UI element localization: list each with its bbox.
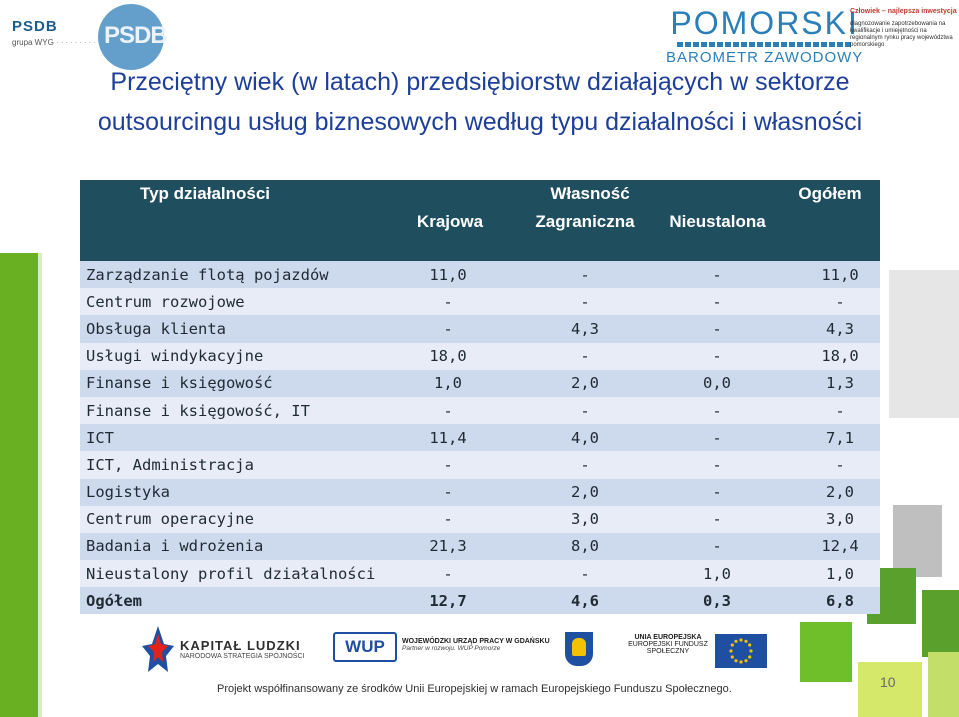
header-total: Ogółem: [798, 184, 862, 203]
data-table: [80, 180, 880, 614]
cell-domestic: 21,3: [429, 537, 467, 556]
psdb-logo-text: PSDB: [12, 18, 58, 35]
header-domestic: Krajowa: [416, 212, 484, 231]
table-row: [80, 451, 880, 478]
footer-logos: [140, 624, 770, 679]
row-label: Badania i wdrożenia: [86, 537, 264, 556]
cell-total: -: [835, 455, 845, 474]
cell-foreign: -: [580, 455, 590, 474]
pomorski-sub: BAROMETR ZAWODOWY: [666, 49, 864, 66]
czlowiek-body: diagnozowanie zapotrzebowania na kwalifikacje i umiejętności na regionalnym rynku pracy województwa pomorskiego: [850, 21, 953, 48]
psdb-logo: [12, 18, 98, 47]
cell-foreign: -: [580, 265, 590, 284]
cell-domestic: 11,4: [429, 428, 467, 447]
decorative-block: [922, 590, 959, 657]
table-row: [80, 560, 880, 587]
cell-undetermined: -: [712, 483, 722, 502]
row-label: Centrum operacyjne: [86, 510, 254, 529]
wup-logo: WUP: [333, 632, 397, 662]
psdb-circle-text: PSDB: [104, 22, 167, 49]
cell-domestic: -: [443, 455, 453, 474]
ue-sub: EUROPEJSKI FUNDUSZ SPOŁECZNY: [628, 641, 708, 655]
cell-total: 3,0: [826, 510, 854, 529]
cell-total: 4,3: [826, 319, 854, 338]
cell-total: 11,0: [821, 265, 859, 284]
cell-undetermined: -: [712, 428, 722, 447]
table-row: [80, 288, 880, 315]
pomorski-title: POMORSKI: [670, 5, 859, 41]
cell-domestic: -: [443, 483, 453, 502]
cell-foreign: -: [580, 292, 590, 311]
pomorski-bar: [677, 42, 853, 47]
wup-sub: Partner w rozwoju. WUP Pomorze: [402, 645, 501, 652]
decorative-block: [928, 652, 959, 717]
cell-foreign: 8,0: [571, 537, 599, 556]
eu-flag-icon: [715, 634, 767, 668]
cell-foreign: 3,0: [571, 510, 599, 529]
row-label: Finanse i księgowość, IT: [86, 401, 310, 420]
wup-title: WOJEWÓDZKI URZĄD PRACY W GDAŃSKU: [402, 638, 550, 645]
table-row: [80, 506, 880, 533]
cell-total: 2,0: [826, 483, 854, 502]
decorative-block: [800, 622, 852, 682]
cell-foreign: 4,0: [571, 428, 599, 447]
table-row: [80, 261, 880, 288]
cell-total: -: [835, 401, 845, 420]
cell-foreign: 4,6: [571, 591, 599, 610]
cell-total: -: [835, 292, 845, 311]
row-label: Ogółem: [86, 591, 142, 610]
row-label: Logistyka: [86, 483, 170, 502]
header-undetermined: Nieustalona: [669, 212, 766, 231]
table-row: [80, 370, 880, 397]
cell-domestic: -: [443, 510, 453, 529]
row-label: Zarządzanie flotą pojazdów: [86, 265, 329, 284]
table-row: [80, 424, 880, 451]
row-label: Obsługa klienta: [86, 319, 226, 338]
cell-domestic: 1,0: [434, 374, 462, 393]
cell-foreign: 4,3: [571, 319, 599, 338]
cell-total: 12,4: [821, 537, 859, 556]
cell-foreign: 2,0: [571, 374, 599, 393]
kapital-ludzki-icon: [140, 624, 176, 674]
cell-total: 1,0: [826, 564, 854, 583]
cell-undetermined: -: [712, 537, 722, 556]
decorative-light-bar: [38, 253, 42, 717]
cell-foreign: -: [580, 347, 590, 366]
page-number: 10: [880, 674, 896, 690]
eu-stars-icon: [715, 634, 767, 668]
row-label: Finanse i księgowość: [86, 374, 273, 393]
czlowiek-logo: [850, 8, 958, 49]
cell-domestic: -: [443, 292, 453, 311]
row-label: Nieustalony profil działalności: [86, 564, 376, 583]
cell-domestic: 11,0: [429, 265, 467, 284]
header-type: Typ działalności: [139, 184, 271, 203]
cell-undetermined: -: [712, 292, 722, 311]
kapital-ludzki-title: KAPITAŁ LUDZKI: [180, 638, 301, 653]
cell-domestic: 12,7: [429, 591, 467, 610]
cell-undetermined: 0,3: [703, 591, 731, 610]
decorative-block: [893, 505, 942, 577]
cell-undetermined: -: [712, 401, 722, 420]
ue-title: UNIA EUROPEJSKA: [634, 634, 702, 641]
decorative-block: [889, 270, 959, 418]
table-body: [80, 261, 880, 614]
cell-undetermined: -: [712, 510, 722, 529]
row-label: ICT, Administracja: [86, 455, 254, 474]
cell-undetermined: 1,0: [703, 564, 731, 583]
cell-undetermined: -: [712, 319, 722, 338]
cell-undetermined: -: [712, 455, 722, 474]
cell-foreign: -: [580, 564, 590, 583]
pomorski-barometr-logo: [666, 6, 863, 66]
table-header: [80, 180, 880, 261]
row-label: ICT: [86, 428, 114, 447]
czlowiek-head: Człowiek – najlepsza inwestycja: [850, 8, 957, 15]
header-foreign: Zagraniczna: [535, 212, 635, 231]
cell-domestic: -: [443, 319, 453, 338]
footer-note: Projekt współfinansowany ze środków Unii Europejskiej w ramach Europejskiego Funduszu Społecznego.: [217, 683, 732, 695]
cell-domestic: -: [443, 401, 453, 420]
row-label: Usługi windykacyjne: [86, 347, 264, 366]
cell-total: 6,8: [826, 591, 854, 610]
cell-total: 18,0: [821, 347, 859, 366]
header-ownership: Własność: [550, 184, 630, 203]
cell-undetermined: 0,0: [703, 374, 731, 393]
cell-foreign: -: [580, 401, 590, 420]
psdb-circle-logo: [98, 4, 167, 70]
cell-undetermined: -: [712, 265, 722, 284]
cell-domestic: 18,0: [429, 347, 467, 366]
kapital-ludzki-sub: NARODOWA STRATEGIA SPÓJNOŚCI: [180, 653, 305, 660]
pomorskie-crest-icon: [565, 632, 593, 666]
psdb-logo-sub: grupa WYG: [12, 38, 54, 47]
table-row: [80, 315, 880, 342]
dots-decoration: ·········: [56, 38, 99, 47]
cell-foreign: 2,0: [571, 483, 599, 502]
table-row: [80, 343, 880, 370]
cell-total: 1,3: [826, 374, 854, 393]
cell-domestic: -: [443, 564, 453, 583]
row-label: Centrum rozwojowe: [86, 292, 245, 311]
cell-total: 7,1: [826, 428, 854, 447]
table-row: [80, 479, 880, 506]
table-total-row: [80, 587, 880, 614]
table-row: [80, 397, 880, 424]
decorative-green-bar: [0, 253, 38, 717]
page-title: Przeciętny wiek (w latach) przedsiębiorstw działających w sektorze outsourcingu usług biznesowych według typu działalności i własności: [97, 68, 863, 136]
table-row: [80, 533, 880, 560]
cell-undetermined: -: [712, 347, 722, 366]
